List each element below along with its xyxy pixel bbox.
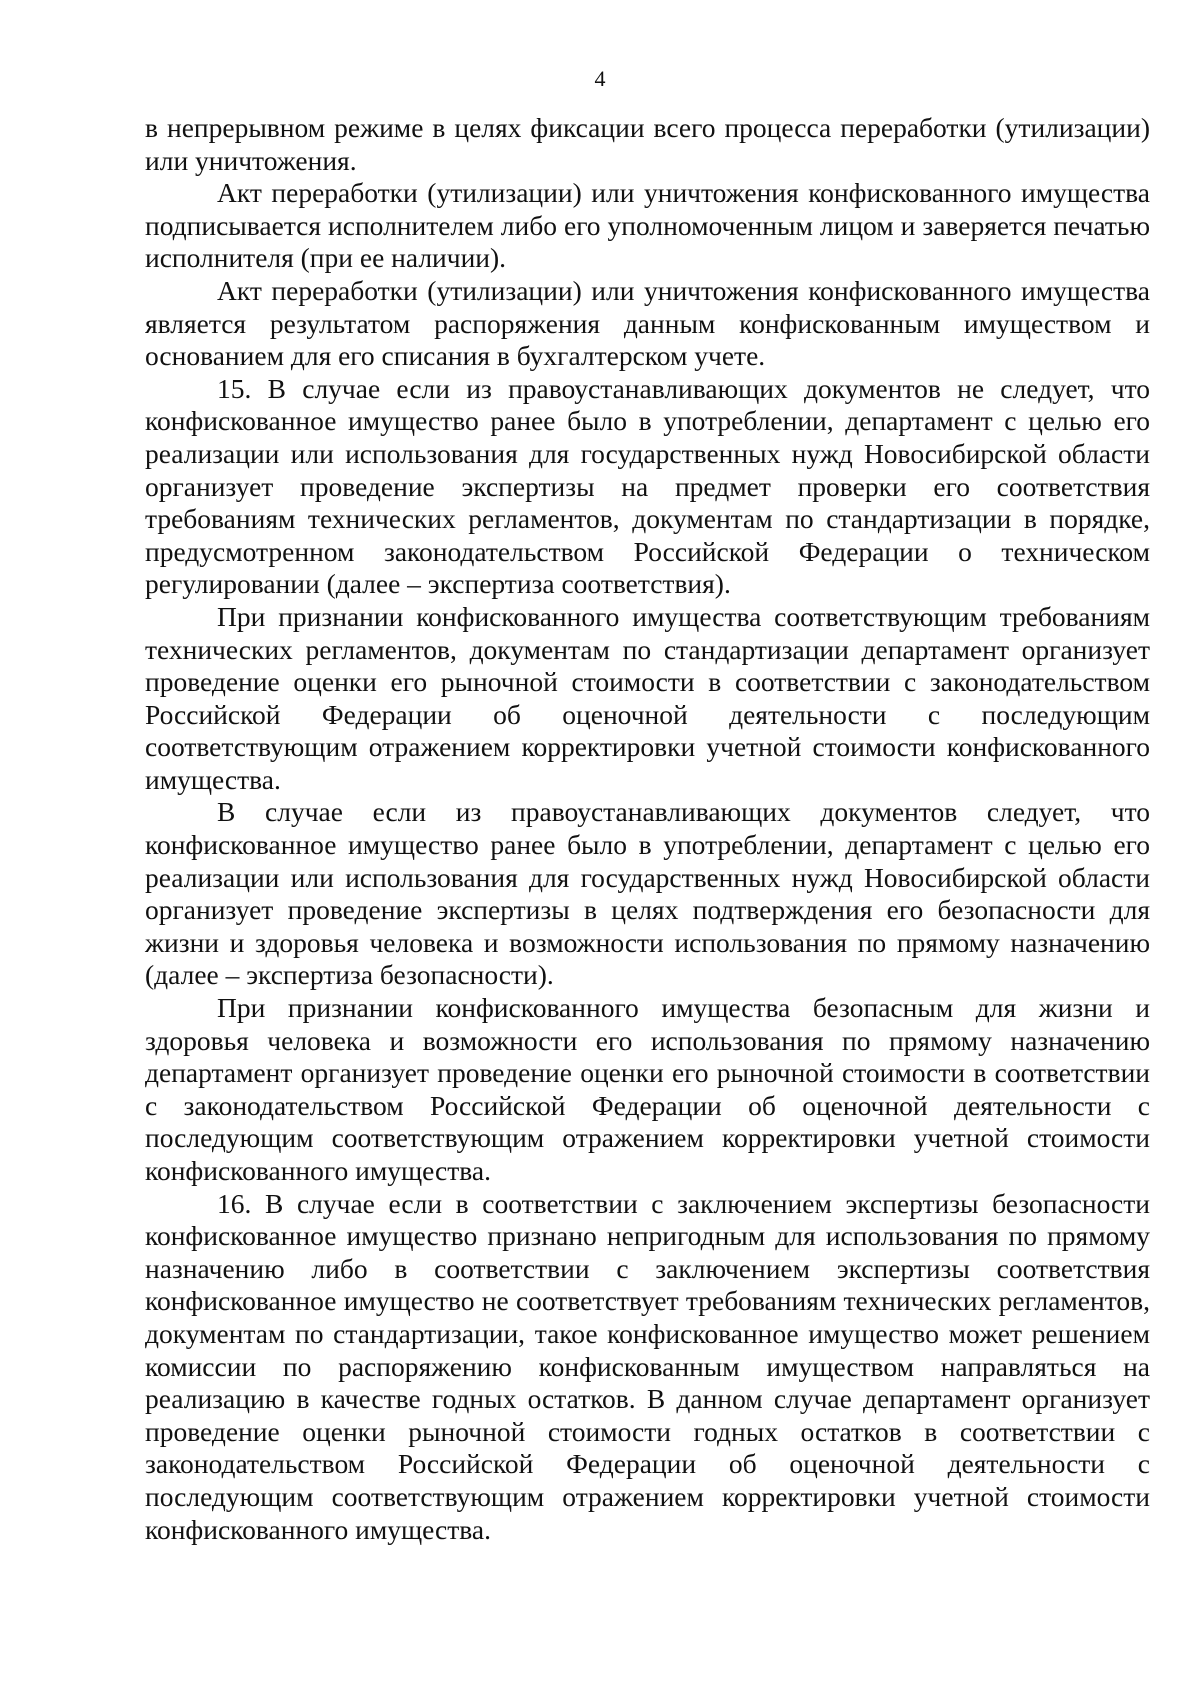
paragraph-continuation: в непрерывном режиме в целях фиксации всего процесса переработки (утилизации) или уничтожения. xyxy=(145,112,1150,176)
paragraph-conformity-valuation: При признании конфискованного имущества соответствующим требованиям технических регламентов, документам по стандартизации департамент организует проведение оценки его рыночной стоимости в соответствии с законодательством Российской Федерации об оценочной деятельности с последующим соответствующим отражением корректировки учетной стоимости конфискованного имущества. xyxy=(145,600,1150,795)
document-body xyxy=(145,112,1150,1546)
paragraph-used-property: В случае если из правоустанавливающих документов следует, что конфискованное имущество ранее было в употреблении, департамент с целью его реализации или использования для государственных нужд Новосибирской области организует проведение экспертизы в целях подтверждения его безопасности для жизни и здоровья человека и возможности использования по прямому назначению (далее – экспертиза безопасности). xyxy=(145,796,1150,991)
paragraph-item-16: 16. В случае если в соответствии с заключением экспертизы безопасности конфискованное имущество признано непригодным для использования по прямому назначению либо в соответствии с заключением экспертизы соответствия конфискованное имущество не соответствует требованиям технических регламентов, документам по стандартизации, такое конфискованное имущество может решением комиссии по распоряжению конфискованным имуществом направляться на реализацию в качестве годных остатков. В данном случае департамент организует проведение оценки рыночной стоимости годных остатков в соответствии с законодательством Российской Федерации об оценочной деятельности с последующим соответствующим отражением корректировки учетной стоимости конфискованного имущества. xyxy=(145,1187,1150,1545)
page-number: 4 xyxy=(594,66,606,91)
paragraph-act-result: Акт переработки (утилизации) или уничтожения конфискованного имущества является результатом распоряжения данным конфискованным имуществом и основанием для его списания в бухгалтерском учете. xyxy=(145,274,1150,372)
paragraph-safety-valuation: При признании конфискованного имущества безопасным для жизни и здоровья человека и возможности его использования по прямому назначению департамент организует проведение оценки его рыночной стоимости в соответствии с законодательством Российской Федерации об оценочной деятельности с последующим соответствующим отражением корректировки учетной стоимости конфискованного имущества. xyxy=(145,992,1150,1186)
paragraph-item-15: 15. В случае если из правоустанавливающих документов не следует, что конфискованное имущество ранее было в употреблении, департамент с целью его реализации или использования для государственных нужд Новосибирской области организует проведение экспертизы на предмет проверки его соответствия требованиям технических регламентов, документам по стандартизации в порядке, предусмотренном законодательством Российской Федерации о техническом регулировании (далее – экспертиза соответствия). xyxy=(145,372,1150,600)
paragraph-act-signing: Акт переработки (утилизации) или уничтожения конфискованного имущества подписывается исполнителем либо его уполномоченным лицом и заверяется печатью исполнителя (при ее наличии). xyxy=(145,177,1150,274)
